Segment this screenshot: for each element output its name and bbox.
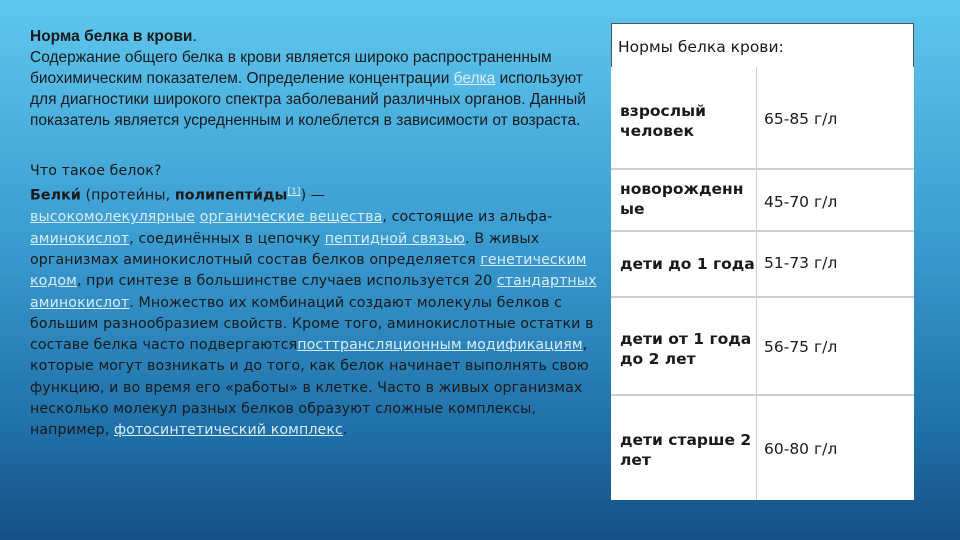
link-genetic-code[interactable]: генетическим кодом <box>30 251 587 290</box>
intro-paragraph <box>30 26 605 131</box>
norms-table <box>611 23 914 528</box>
row-value: 45-70 г/л <box>764 193 838 211</box>
column-divider <box>756 67 757 500</box>
table-row <box>611 232 914 298</box>
def-term-1: Белки́ <box>30 188 81 205</box>
text-seg: , состоящие из альфа- <box>382 209 553 226</box>
link-high-molecular[interactable]: высокомолекулярные <box>30 209 196 226</box>
footnote-link[interactable]: [1] <box>287 187 301 198</box>
intro-title: Норма белка в крови <box>30 28 193 45</box>
link-ptm[interactable]: посттрансляционным модификациям <box>297 337 583 354</box>
intro-text: Содержание общего белка в крови является широко распространенным биохимическим показателем. Определение концентрации <box>30 49 552 87</box>
text-seg: . В живых организмах аминокислотный состав белков определяется <box>30 230 540 268</box>
table-header-text: Нормы белка крови: <box>618 38 784 56</box>
intro-text-2: используют для диагностики широкого спектра заболеваний различных органов. Данный показатель является усредненным и колеблется в зависимости от возраста. <box>30 70 586 129</box>
question-text: Что такое белок? <box>30 163 162 179</box>
definition-paragraph <box>30 161 605 442</box>
link-peptide-bond[interactable]: пептидной связью <box>324 230 466 247</box>
text-seg: . <box>342 422 348 439</box>
def-term-2: полипепти́ды <box>174 188 288 205</box>
protein-link[interactable]: белка <box>453 70 496 87</box>
text-seg: , которые могут возникать и до того, как белок начинает выполнять свою функцию, и во время его «работы» в клетке. Часто в живых организмах несколько молекул разных белков образуют сложные комплексы, например, <box>30 337 589 439</box>
text-seg: , соединённых в цепочку <box>129 230 325 247</box>
link-organic[interactable]: органические вещества <box>199 209 383 226</box>
text-seg: . Множество их комбинаций создают молекулы белков с большим разнообразием свойств. Кроме того, аминокислотные остатки в составе белка часто подвергаются <box>30 294 594 354</box>
row-value: 60-80 г/л <box>764 440 838 458</box>
row-group: новорожденн ые <box>620 180 744 218</box>
def-mid: (протеи́ны, <box>80 188 175 205</box>
intro-dot: . <box>192 28 197 45</box>
table-row <box>611 67 914 170</box>
link-amino-acids[interactable]: аминокислот <box>30 230 130 247</box>
table-body <box>611 67 914 528</box>
row-group: дети старше 2 лет <box>620 431 752 469</box>
link-standard-amino[interactable]: стандартных аминокислот <box>30 273 597 311</box>
link-photosynthetic[interactable]: фотосинтетический комплекс <box>113 422 343 439</box>
row-group: дети от 1 года до 2 лет <box>620 330 752 368</box>
def-after: ) — <box>300 188 326 205</box>
table-row <box>611 396 914 500</box>
table-row <box>611 298 914 396</box>
text-column <box>30 26 605 442</box>
table-row <box>611 170 914 232</box>
table-header <box>611 23 914 68</box>
row-value: 51-73 г/л <box>764 254 838 272</box>
text-seg: , при синтезе в большинстве случаев используется 20 <box>76 273 497 290</box>
row-group: взрослый человек <box>620 102 706 140</box>
row-value: 56-75 г/л <box>764 338 838 356</box>
row-group: дети до 1 года <box>620 255 755 273</box>
row-value: 65-85 г/л <box>764 110 838 128</box>
